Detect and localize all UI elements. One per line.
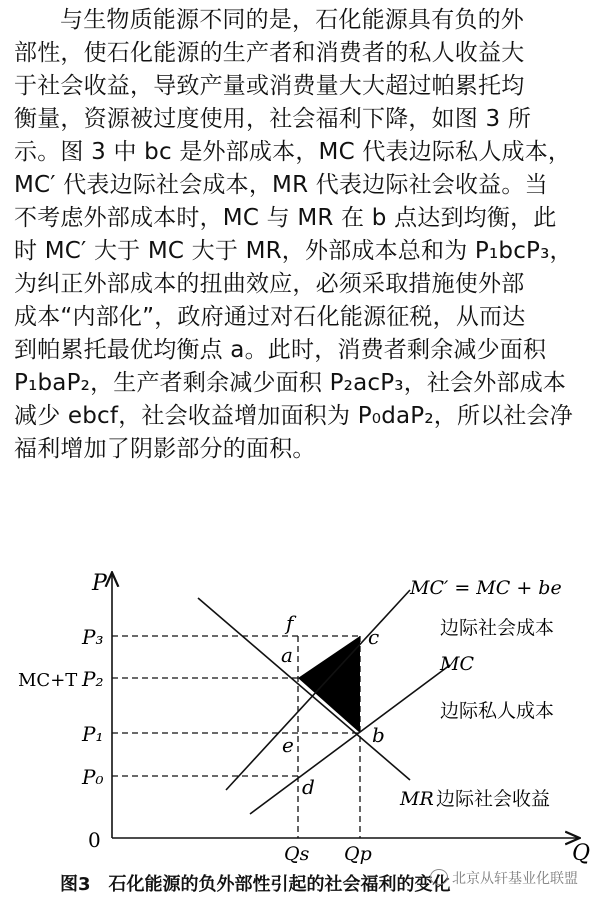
tick-qs: Qs <box>284 843 310 865</box>
point-d: d <box>302 775 315 799</box>
economics-figure <box>0 560 600 865</box>
label-mr: MR <box>400 788 434 810</box>
text-line: 不考虑外部成本时，MC 与 MR 在 b 点达到均衡，此 <box>14 205 557 231</box>
tick-mct: MC+T <box>18 670 78 691</box>
text-line: 部性，使石化能源的生产者和消费者的私人收益大 <box>14 40 525 66</box>
label-mc-desc: 边际私人成本 <box>440 700 555 722</box>
text-line: P₁baP₂，生产者剩余减少面积 P₂acP₃，社会外部成本 <box>14 370 567 396</box>
axis-label-q: Q <box>572 841 591 865</box>
point-c: c <box>368 625 380 649</box>
tick-qp: Qp <box>344 843 372 865</box>
label-mc: MC <box>440 653 474 675</box>
point-f: f <box>286 611 294 635</box>
text-line: 于社会收益，导致产量或消费量大大超过帕累托均 <box>14 73 525 99</box>
text-line: 福利增加了阴影部分的面积。 <box>14 436 316 462</box>
mc-prime-line <box>226 590 410 790</box>
point-b: b <box>372 723 385 747</box>
text-line: 减少 ebcf，社会收益增加面积为 P₀daP₂，所以社会净 <box>14 403 573 429</box>
tick-p1: P₁ <box>82 722 104 746</box>
text-line: MC′ 代表边际社会成本，MR 代表边际社会收益。当 <box>14 172 548 198</box>
text-line: 成本“内部化”，政府通过对石化能源征税，从而达 <box>14 304 526 330</box>
watermark-text: 北京从轩基业化联盟 <box>452 871 578 887</box>
text-line: 到帕累托最优均衡点 a。此时，消费者剩余减少面积 <box>14 337 547 363</box>
body-paragraph <box>14 4 586 466</box>
text-line: 衡量，资源被过度使用，社会福利下降，如图 3 所 <box>14 106 532 132</box>
text-line: 示。图 3 中 bc 是外部成本，MC 代表边际私人成本， <box>14 139 572 165</box>
tick-p3: P₃ <box>82 625 104 649</box>
watermark <box>430 868 578 888</box>
text-line: 为纠正外部成本的扭曲效应，必须采取措施使外部 <box>14 271 525 297</box>
tick-p2: P₂ <box>82 667 104 691</box>
tick-p0: P₀ <box>82 765 104 789</box>
axis-label-p: P <box>92 571 107 596</box>
point-e: e <box>282 733 294 757</box>
origin-label: 0 <box>88 828 101 852</box>
figure-caption: 图3 石化能源的负外部性引起的社会福利的变化 <box>60 874 451 895</box>
point-a: a <box>281 643 293 667</box>
label-mr-desc: 边际社会收益 <box>436 788 551 810</box>
text-line: 与生物质能源不同的是，石化能源具有负的外 <box>60 7 524 33</box>
wechat-icon <box>430 869 448 885</box>
text-line: 时 MC′ 大于 MC 大于 MR，外部成本总和为 P₁bcP₃， <box>14 238 573 264</box>
label-mc-prime: MC′ = MC + be <box>410 577 562 599</box>
label-mc-prime-desc: 边际社会成本 <box>440 617 555 639</box>
shaded-area <box>298 636 360 733</box>
